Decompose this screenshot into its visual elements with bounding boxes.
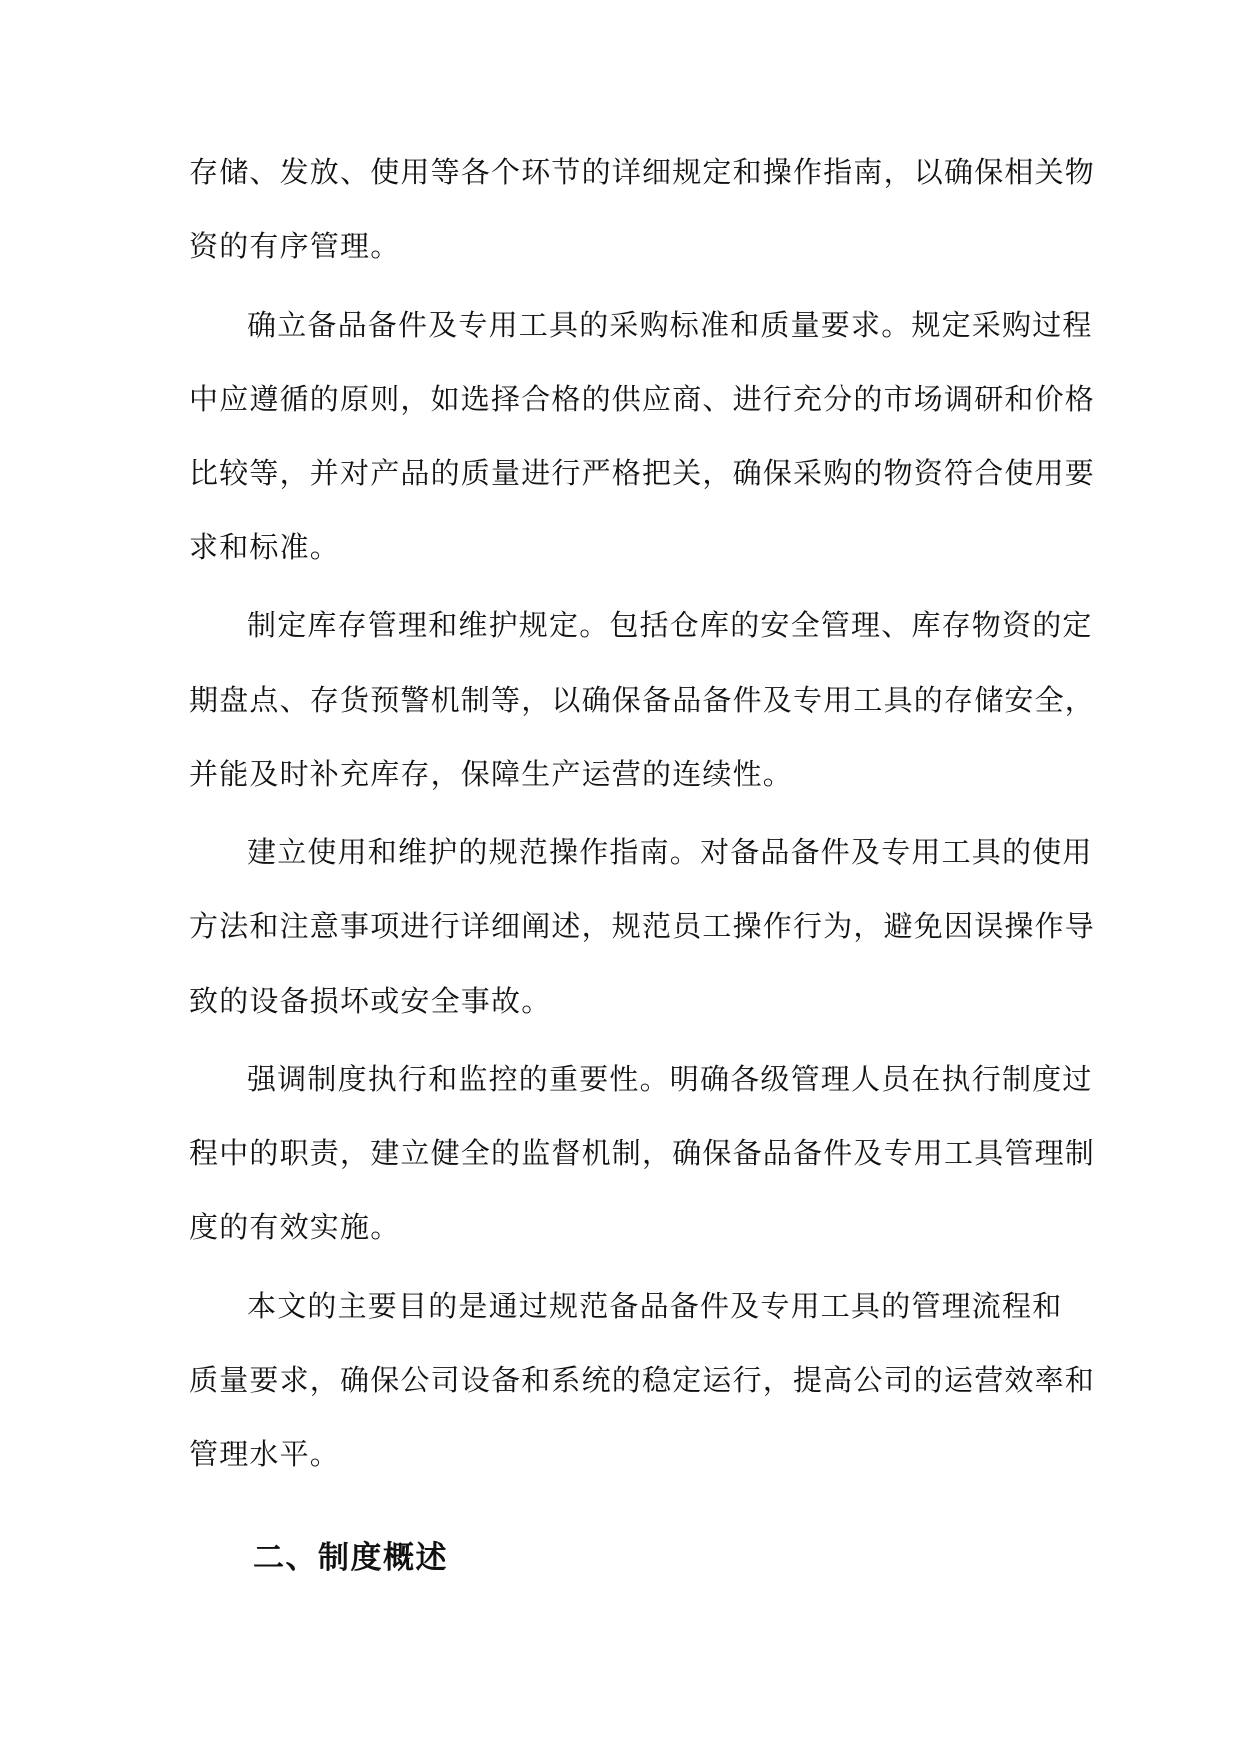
paragraph-line: 建立使用和维护的规范操作指南。对备品备件及专用工具的使用 [247,835,1093,869]
paragraph-line: 管理水平。 [189,1437,341,1471]
paragraph-line: 制定库存管理和维护规定。包括仓库的安全管理、库存物资的定 [247,608,1093,642]
paragraph-line: 中应遵循的原则，如选择合格的供应商、进行充分的市场调研和价格 [189,382,1096,416]
paragraph-line: 比较等，并对产品的质量进行严格把关，确保采购的物资符合使用要 [189,456,1096,490]
paragraph-line: 存储、发放、使用等各个环节的详细规定和操作指南，以确保相关物 [189,155,1096,189]
paragraph-line: 度的有效实施。 [189,1210,401,1244]
section-heading: 二、制度概述 [253,1540,448,1576]
paragraph-line: 求和标准。 [189,530,341,564]
paragraph-line: 资的有序管理。 [189,229,401,263]
paragraph-line: 本文的主要目的是通过规范备品备件及专用工具的管理流程和 [247,1289,1063,1323]
paragraph-line: 强调制度执行和监控的重要性。明确各级管理人员在执行制度过 [247,1062,1093,1096]
paragraph-line: 确立备品备件及专用工具的采购标准和质量要求。规定采购过程 [247,308,1093,342]
paragraph-line: 致的设备损坏或安全事故。 [189,984,552,1018]
paragraph-line: 方法和注意事项进行详细阐述，规范员工操作行为，避免因误操作导 [189,909,1096,943]
paragraph-line: 程中的职责，建立健全的监督机制，确保备品备件及专用工具管理制 [189,1136,1096,1170]
paragraph-line: 期盘点、存货预警机制等，以确保备品备件及专用工具的存储安全， [189,683,1096,717]
paragraph-line: 并能及时补充库存，保障生产运营的连续性。 [189,757,794,791]
paragraph-line: 质量要求，确保公司设备和系统的稳定运行，提高公司的运营效率和 [189,1363,1096,1397]
